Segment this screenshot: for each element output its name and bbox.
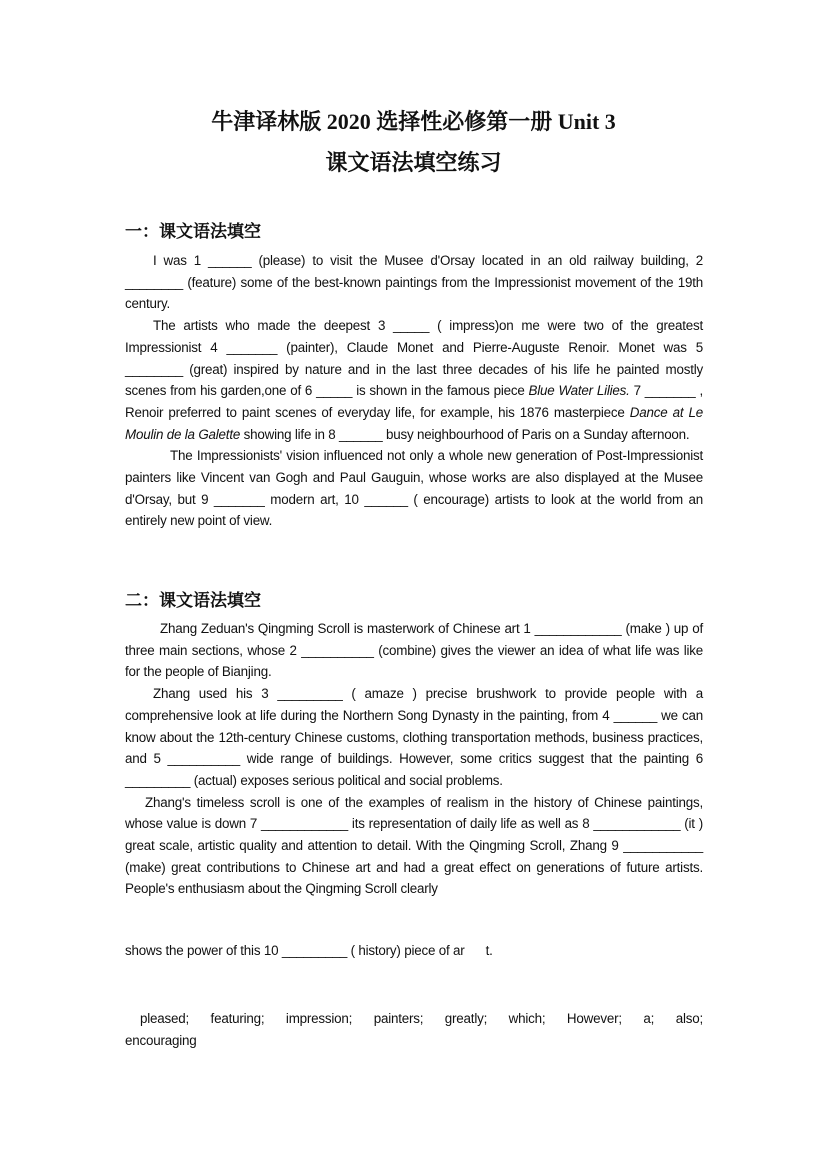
artwork-title: Dance at Le Moulin de la Galette: [125, 404, 703, 442]
section1-heading: 一：课文语法填空: [125, 222, 261, 242]
text: 7 _______ , Renoir preferred to paint scenes of everyday life, for example, his 1876 masterpiece: [125, 383, 703, 420]
section2-paragraph-1: Zhang Zeduan's Qingming Scroll is masterwork of Chinese art 1 ____________ (make ) up of three main sections, whose 2 __________ (combine) gives the viewer an idea of what life was like for the people of Bianjing.: [125, 621, 703, 680]
section1-paragraph-2: [125, 315, 703, 445]
section2-paragraph-2: Zhang used his 3 _________ ( amaze ) precise brushwork to provide people with a comprehensive look at life during the Northern Song Dynasty in the painting, from 4 ______ we can know about the 12th-century Chinese customs, clothing transportation methods, business practices, and 5 __________ wide range of buildings. However, some critics suggest that the painting 6 _________ (actual) exposes serious political and social problems.: [125, 686, 703, 788]
answer-key: pleased; featuring; impression; painters; greatly; which; However; a; also; encouraging: [125, 1011, 703, 1048]
section1-passage: [125, 250, 703, 532]
text: showing life in 8 ______ busy neighbourhood of Paris on a Sunday afternoon.: [240, 426, 690, 442]
section2-paragraph-4: shows the power of this 10 _________ ( history) piece of ar t.: [125, 943, 493, 958]
section1-paragraph-3: The Impressionists' vision influenced not only a whole new generation of Post-Impressionist painters like Vincent van Gogh and Paul Gauguin, whose works are also displayed at the Musee d'Orsay, but 9 _______ modern art, 10 ______ ( encourage) artists to look at the world from an entirely new point of view.: [125, 448, 703, 529]
section2-paragraph-3: Zhang's timeless scroll is one of the examples of realism in the history of Chinese paintings, whose value is down 7 ____________ its representation of daily life as well as 8 ____________ (it ) great scale, artistic quality and attention to detail. With the Qingming Scroll, Zhang 9 ___________ (make) great contributions to Chinese art and had a great effect on generations of future artists. People's enthusiasm about the Qingming Scroll clearly: [125, 794, 703, 897]
document-subtitle: 课文语法填空练习: [325, 150, 502, 175]
document-title: 牛津译林版 2020 选择性必修第一册 Unit 3: [211, 109, 616, 134]
artwork-title: Blue Water Lilies.: [528, 383, 630, 399]
section2-passage: [125, 618, 703, 900]
text: The artists who made the deepest 3 _____ ( impress)on me were two of the greatest Impressionist 4 _______ (painter), Claude Monet and Pierre-Auguste Renoir. Monet was 5 ________ (great) inspired by nature and in the last three decades of his life he painted mostly scenes from his garden,one of 6 _____ is shown in the famous piece: [125, 318, 703, 399]
section2-heading: 二：课文语法填空: [125, 591, 261, 611]
section1-paragraph-1: I was 1 ______ (please) to visit the Musee d'Orsay located in an old railway building, 2 ________ (feature) some of the best-known paintings from the Impressionist movement of the 19th century.: [125, 253, 703, 312]
